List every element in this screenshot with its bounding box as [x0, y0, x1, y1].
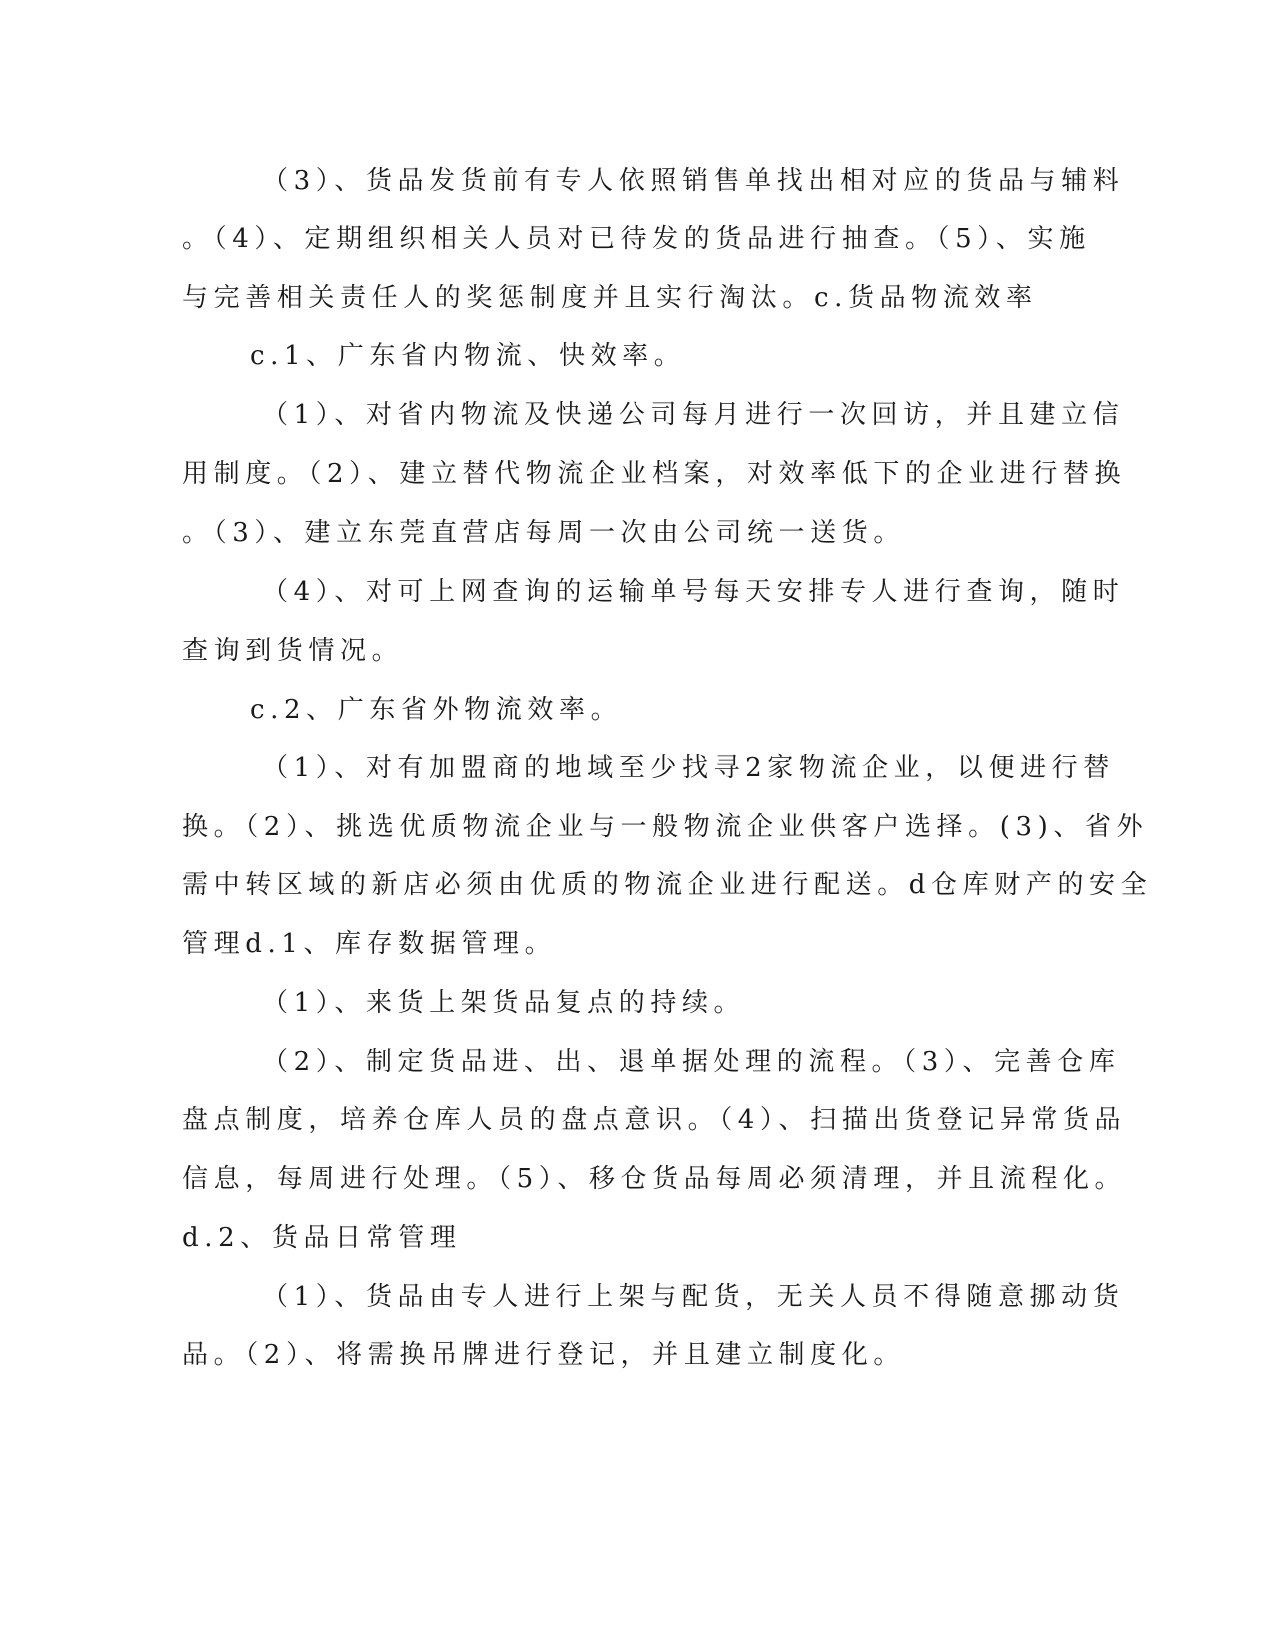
paragraph-line: 。（4）、定期组织相关人员对已待发的货品进行抽查。（5）、实施	[182, 224, 1091, 254]
paragraph-line: （2）、制定货品进、出、退单据处理的流程。（3）、完善仓库	[262, 1047, 1121, 1077]
paragraph-line: （1）、来货上架货品复点的持续。	[262, 988, 746, 1018]
paragraph-line: （1）、对有加盟商的地域至少找寻2家物流企业，以便进行替	[262, 753, 1115, 783]
paragraph-line: 管理d.1、库存数据管理。	[182, 929, 557, 959]
paragraph-line: （1）、对省内物流及快递公司每月进行一次回访，并且建立信	[262, 400, 1125, 430]
paragraph-line: 用制度。（2）、建立替代物流企业档案，对效率低下的企业进行替换	[182, 459, 1127, 489]
paragraph-line: 查询到货情况。	[182, 636, 404, 666]
paragraph-line: （4）、对可上网查询的运输单号每天安排专人进行查询，随时	[262, 577, 1125, 607]
paragraph-line: （3）、货品发货前有专人依照销售单找出相对应的货品与辅料	[262, 166, 1125, 196]
paragraph-line: 换。（2）、挑选优质物流企业与一般物流企业供客户选择。(3)、省外	[182, 812, 1149, 842]
section-heading-c2: c.2、广东省外物流效率。	[250, 695, 623, 725]
paragraph-line: （1）、货品由专人进行上架与配货，无关人员不得随意挪动货	[262, 1282, 1125, 1312]
paragraph-line: 。（3）、建立东莞直营店每周一次由公司统一送货。	[182, 518, 905, 548]
paragraph-line: 信息，每周进行处理。（5）、移仓货品每周必须清理，并且流程化。	[182, 1164, 1127, 1194]
section-heading-c1: c.1、广东省内物流、快效率。	[250, 341, 686, 371]
section-heading-d2: d.2、货品日常管理	[182, 1223, 462, 1253]
paragraph-line: 与完善相关责任人的奖惩制度并且实行淘汰。c.货品物流效率	[182, 283, 1038, 313]
paragraph-line: 品。（2）、将需换吊牌进行登记，并且建立制度化。	[182, 1340, 905, 1370]
paragraph-line: 需中转区域的新店必须由优质的物流企业进行配送。d仓库财产的安全	[182, 870, 1153, 900]
paragraph-line: 盘点制度，培养仓库人员的盘点意识。（4）、扫描出货登记异常货品	[182, 1105, 1127, 1135]
